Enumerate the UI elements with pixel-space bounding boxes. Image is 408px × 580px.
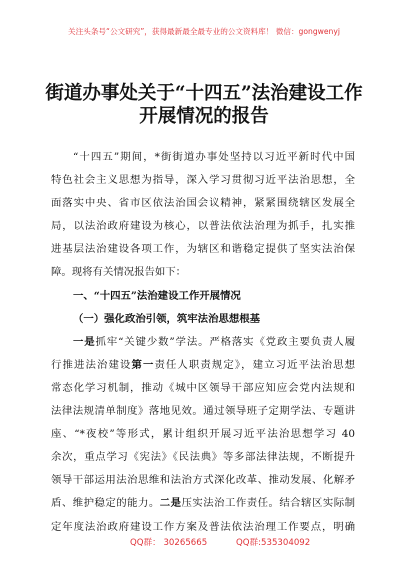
subsection-heading: （一）强化政治引领，筑牢法治思想根基 bbox=[73, 312, 261, 325]
paragraph-line bbox=[51, 331, 355, 354]
lead-marker: 二是 bbox=[159, 497, 182, 510]
paragraph-line: 面落实中央、省市区依法治国会议精神，紧紧围绕辖区发展全 bbox=[51, 197, 355, 210]
title-line-1: 街道办事处关于“十四五”法治建设工作 bbox=[45, 83, 363, 104]
line-text: 盾、维护稳定的能力。 bbox=[51, 497, 160, 510]
paragraph-line: 座、“*夜校”等形式，累计组织开展习近平法治思想学习 40 bbox=[51, 428, 355, 441]
line-text: 行推进法治建设 bbox=[51, 358, 132, 371]
paragraph-line: 局，以法治政府建设为核心，以普法依法治理为抓手，扎实推 bbox=[51, 220, 355, 233]
paragraph-line: 余次，重点学习《宪法》《民法典》等多部法律法规，不断提升 bbox=[51, 451, 355, 464]
line-text: 压实法治工作责任。结合辖区实际制 bbox=[181, 497, 355, 510]
paragraph-line: 领导干部运用法治思维和法治方式深化改革、推动发展、化解矛 bbox=[51, 474, 355, 487]
footer-qq-group-2: QQ群:535304092 bbox=[236, 538, 311, 548]
line-text: 责任人职责规定》，建立习近平法治思想 bbox=[154, 358, 355, 371]
title-line-2: 开展情况的报告 bbox=[139, 106, 269, 127]
paragraph-line bbox=[51, 354, 355, 377]
paragraph-line: 定年度法治政府建设工作方案及普法依法治理工作要点，明确 bbox=[51, 520, 355, 533]
paragraph-line: “十四五”期间，*街街道办事处坚持以习近平新时代中国 bbox=[73, 151, 355, 163]
line-text: 抓牢“关键少数”学法。严格落实《党政主要负责人履 bbox=[95, 335, 355, 348]
lead-marker: 一是 bbox=[73, 335, 96, 348]
footer-contact bbox=[0, 536, 408, 550]
paragraph-line: 障。现将有关情况报告如下： bbox=[51, 266, 187, 279]
emphasis-text: 第一 bbox=[131, 358, 155, 371]
paragraph-line: 常态化学习机制，推动《城中区领导干部应知应会党内法规和 bbox=[51, 381, 355, 394]
document-body bbox=[51, 146, 355, 539]
paragraph-line: 法律法规清单制度》落地见效。通过领导班子定期学法、专题讲 bbox=[51, 405, 355, 418]
section-heading: 一、“十四五”法治建设工作开展情况 bbox=[73, 289, 241, 302]
header-promo-note: 关注头条号“公文研究”，获得最新最全最专业的公文资料库！ 微信：gongwenyj bbox=[68, 27, 340, 36]
footer-qq-group-1: QQ群： 30265665 bbox=[130, 538, 208, 548]
paragraph-line: 特色社会主义思想为指导，深入学习贯彻习近平法治思想，全 bbox=[51, 174, 355, 187]
paragraph-line bbox=[51, 492, 355, 515]
paragraph-line: 进基层法治建设各项工作，为辖区和谐稳定提供了坚实法治保 bbox=[51, 243, 355, 256]
document-title bbox=[0, 82, 408, 128]
